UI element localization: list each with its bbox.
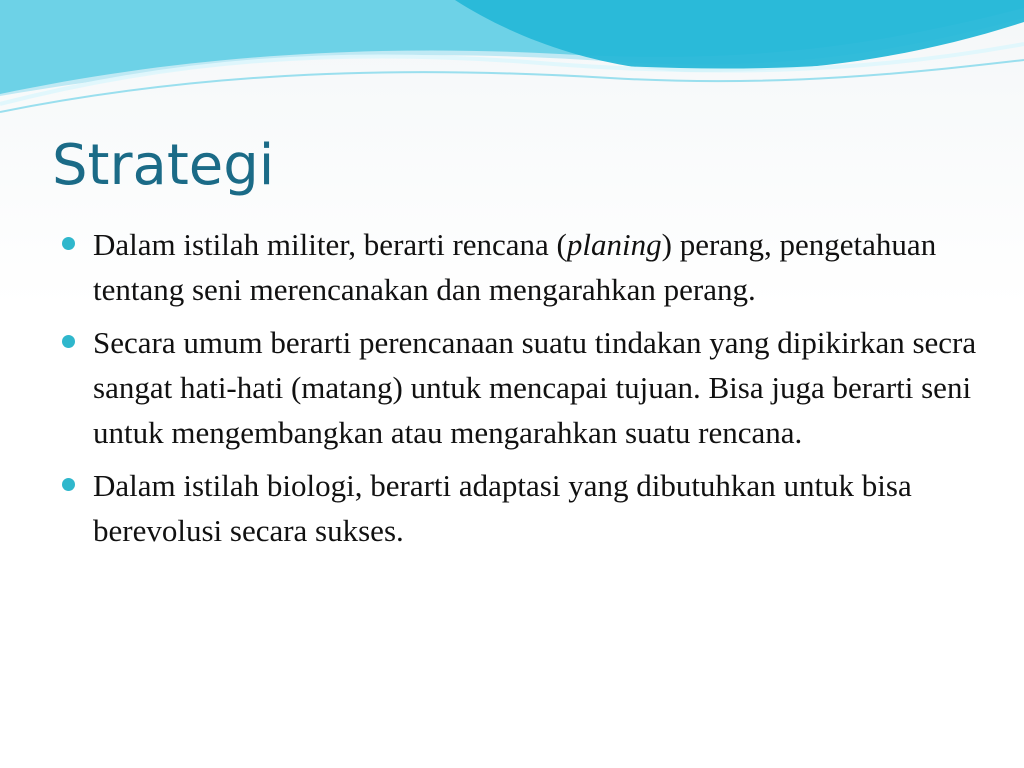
bullet-list xyxy=(60,222,980,561)
bullet-item-military xyxy=(60,222,980,312)
bullet-text xyxy=(93,227,936,307)
bullet-text: Dalam istilah biologi, berarti adaptasi yang dibutuhkan untuk bisa berevolusi secara sukses. xyxy=(93,468,912,548)
bullet-text-before-emphasis: Dalam istilah militer, berarti rencana ( xyxy=(93,227,567,262)
bullet-item-biology xyxy=(60,463,980,553)
bullet-item-general xyxy=(60,320,980,455)
bullet-dot-icon xyxy=(62,237,75,250)
decorative-wave-header xyxy=(0,0,1024,120)
italic-term: planing xyxy=(566,227,662,262)
bullet-dot-icon xyxy=(62,478,75,491)
slide-title: Strategi xyxy=(52,133,275,198)
bullet-text: Secara umum berarti perencanaan suatu tindakan yang dipikirkan secra sangat hati-hati (matang) untuk mencapai tujuan. Bisa juga berarti seni untuk mengembangkan atau mengarahkan suatu rencana. xyxy=(93,325,977,450)
bullet-dot-icon xyxy=(62,335,75,348)
bullet-text-after-emphasis: ) perang, pengetahuan tentang seni merencanakan dan mengarahkan perang. xyxy=(93,227,937,307)
